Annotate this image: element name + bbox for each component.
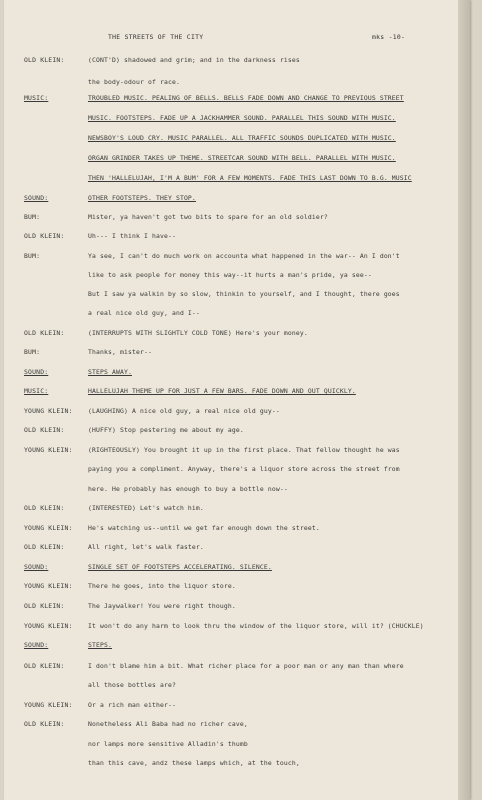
line-text: a real nice old guy, and I-- [88,309,200,317]
script-line [4,92,482,104]
speaker-cue: BUM: [24,252,41,260]
script-line [4,561,482,573]
script-line [4,600,482,612]
line-text: Mister, ya haven't got two bits to spare for an old soldier? [88,213,328,221]
speaker-cue: MUSIC: [24,94,49,102]
speaker-cue: OLD KLEIN: [24,662,65,670]
script-line [4,327,482,339]
script-line [4,522,482,534]
line-text: (HUFFY) Stop pestering me about my age. [88,426,244,434]
line-text: There he goes, into the liquor store. [88,582,236,590]
line-text: Nonetheless Ali Baba had no richer cave, [88,720,248,728]
script-line [4,288,482,300]
script-line [4,112,482,124]
line-text: But I saw ya walkin by so slow, thinkin to yourself, and I thought, there goes [88,290,400,298]
script-line [4,699,482,711]
line-text: (LAUGHING) A nice old guy, a real nice old guy-- [88,407,280,415]
line-text: than this cave, andz these lamps which, at the touch, [88,759,300,767]
page-number: mks -10- [372,33,406,41]
line-text: like to ask people for money this way--it hurts a man's pride, ya see-- [88,271,372,279]
script-line [4,738,482,750]
script-line [4,483,482,495]
line-text: paying you a compliment. Anyway, there's a liquor store across the street from [88,465,400,473]
speaker-cue: YOUNG KLEIN: [24,622,73,630]
line-text: HALLELUJAH THEME UP FOR JUST A FEW BARS. FADE DOWN AND OUT QUICKLY. [88,387,356,395]
script-line [4,639,482,651]
speaker-cue: SOUND: [24,641,49,649]
script-line [4,76,482,88]
script-line [4,718,482,730]
speaker-cue: SOUND: [24,563,49,571]
line-text: (INTERRUPTS WITH SLIGHTLY COLD TONE) Here's your money. [88,329,308,337]
speaker-cue: OLD KLEIN: [24,329,65,337]
script-line [4,757,482,769]
line-text: ORGAN GRINDER TAKES UP THEME. STREETCAR SOUND WITH BELL. PARALLEL WITH MUSIC. [88,154,396,162]
speaker-cue: YOUNG KLEIN: [24,701,73,709]
line-text: OTHER FOOTSTEPS. THEY STOP. [88,194,196,202]
speaker-cue: BUM: [24,348,41,356]
line-text: Thanks, mister-- [88,348,152,356]
script-line [4,211,482,223]
script-line [4,580,482,592]
line-text: SINGLE SET OF FOOTSTEPS ACCELERATING. SILENCE. [88,563,272,571]
speaker-cue: YOUNG KLEIN: [24,407,73,415]
speaker-cue: OLD KLEIN: [24,232,65,240]
line-text: Ya see, I can't do much work on accounta what happened in the war-- An I don't [88,252,400,260]
speaker-cue: SOUND: [24,368,49,376]
script-line [4,132,482,144]
script-line [4,424,482,436]
line-text: here. He probably has enough to buy a bottle now-- [88,485,288,493]
script-line [4,620,482,632]
line-text: the body-odour of race. [88,78,180,86]
speaker-cue: OLD KLEIN: [24,56,65,64]
script-line [4,502,482,514]
line-text: TROUBLED MUSIC. PEALING OF BELLS. BELLS FADE DOWN AND CHANGE TO PREVIOUS STREET [88,94,404,102]
line-text: (INTERESTED) Let's watch him. [88,504,204,512]
script-line [4,307,482,319]
speaker-cue: MUSIC: [24,387,49,395]
script-line [4,405,482,417]
speaker-cue: OLD KLEIN: [24,504,65,512]
script-line [4,172,482,184]
script-line [4,54,482,66]
speaker-cue: OLD KLEIN: [24,602,65,610]
speaker-cue: YOUNG KLEIN: [24,524,73,532]
speaker-cue: OLD KLEIN: [24,543,65,551]
line-text: THEN 'HALLELUJAH, I'M A BUM' FOR A FEW MOMENTS. FADE THIS LAST DOWN TO B.G. MUSIC [88,174,412,182]
line-text: I don't blame him a bit. What richer place for a poor man or any man than where [88,662,404,670]
speaker-cue: OLD KLEIN: [24,720,65,728]
line-text: STEPS AWAY. [88,368,132,376]
line-text: Uh--- I think I have-- [88,232,176,240]
speaker-cue: BUM: [24,213,41,221]
line-text: MUSIC. FOOTSTEPS. FADE UP A JACKHAMMER SOUND. PARALLEL THIS SOUND WITH MUSIC. [88,114,396,122]
page-edge [458,0,470,800]
line-text: STEPS. [88,641,112,649]
script-page [4,0,470,800]
script-line [4,346,482,358]
speaker-cue: YOUNG KLEIN: [24,446,73,454]
line-text: It won't do any harm to look thru the window of the liquor store, will it? (CHUCKLE) [88,622,424,630]
script-line [4,679,482,691]
script-line [4,444,482,456]
script-line [4,366,482,378]
line-text: (RIGHTEOUSLY) You brought it up in the first place. That fellow thought he was [88,446,400,454]
script-line [4,385,482,397]
line-text: Or a rich man either-- [88,701,176,709]
line-text: He's watching us--until we get far enough down the street. [88,524,320,532]
speaker-cue: OLD KLEIN: [24,426,65,434]
line-text: All right, let's walk faster. [88,543,204,551]
line-text: (CONT'D) shadowed and grim; and in the darkness rises [88,56,300,64]
line-text: nor lamps more sensitive Alladin's thumb [88,740,248,748]
script-line [4,463,482,475]
line-text: all those bottles are? [88,681,176,689]
line-text: NEWSBOY'S LOUD CRY. MUSIC PARALLEL. ALL TRAFFIC SOUNDS DUPLICATED WITH MUSIC. [88,134,396,142]
script-line [4,192,482,204]
speaker-cue: YOUNG KLEIN: [24,582,73,590]
script-line [4,152,482,164]
line-text: The Jaywalker! You were right though. [88,602,236,610]
script-line [4,660,482,672]
script-line [4,541,482,553]
script-line [4,230,482,242]
speaker-cue: SOUND: [24,194,49,202]
script-line [4,250,482,262]
script-line [4,269,482,281]
page-title: THE STREETS OF THE CITY [108,33,204,41]
